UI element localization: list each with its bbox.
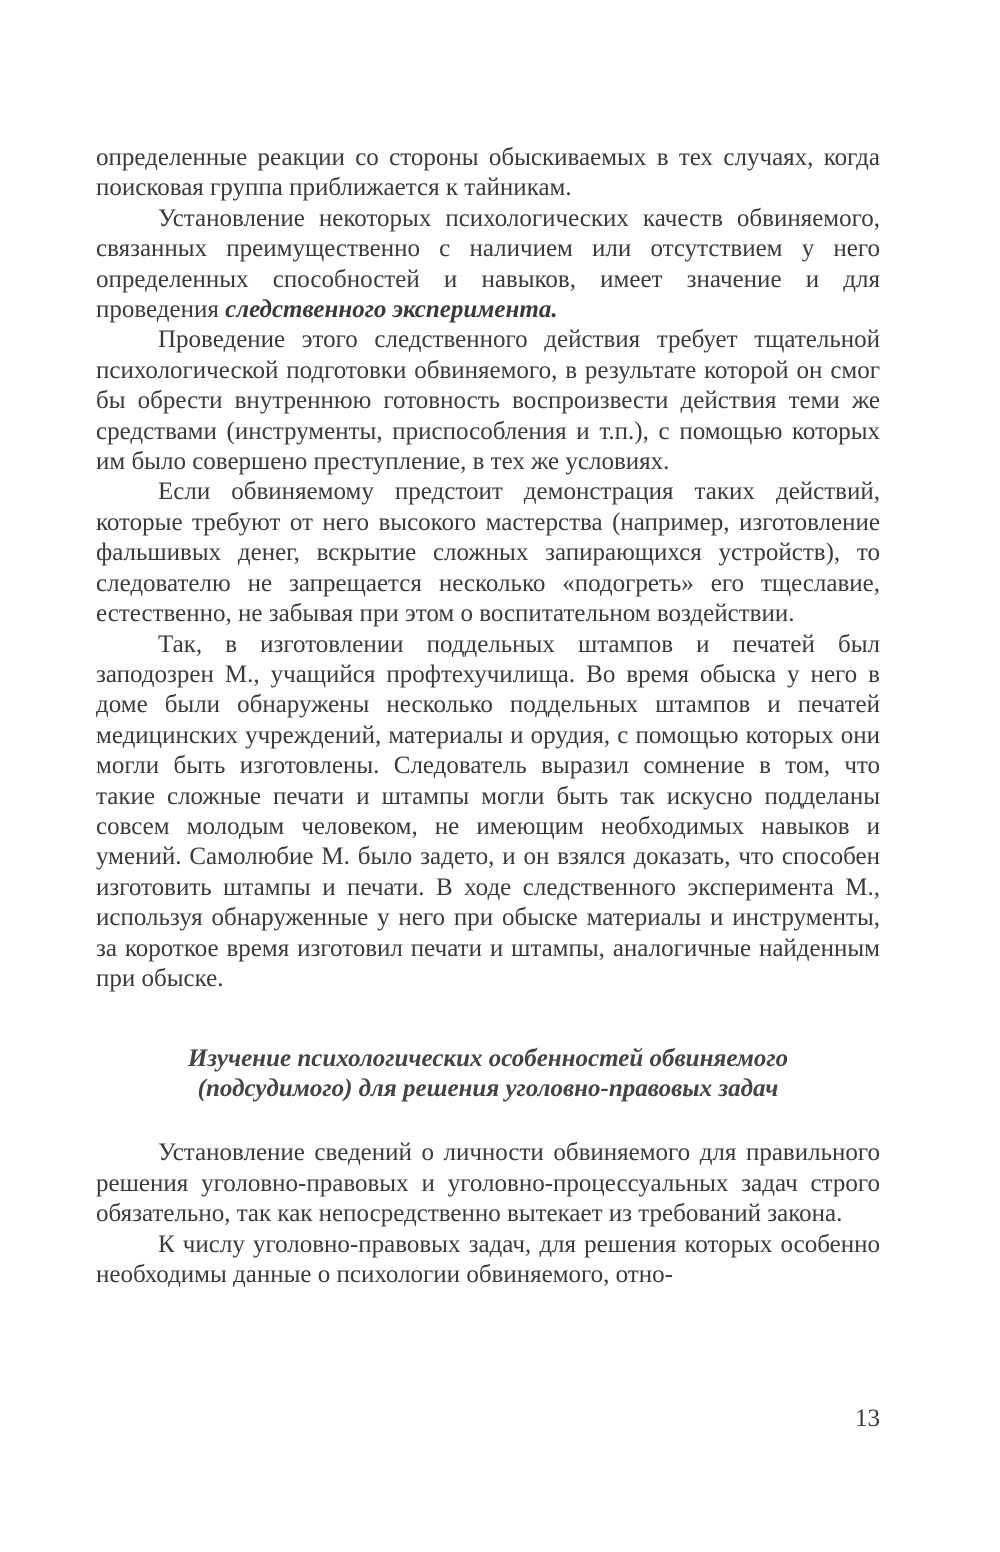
paragraph-2-text: Установление некоторых психологических качеств обвиняемого, связанных преимущественно с наличием или отсутствием у него определенных способностей и навыков, имеет значение и для проведения bbox=[96, 204, 880, 324]
emphasis-investigative-experiment: следственного эксперимента. bbox=[225, 296, 558, 324]
section-heading-line-2: (подсудимого) для решения уголовно-правовых задач bbox=[197, 1075, 779, 1103]
paragraph-4: Если обвиняемому предстоит демонстрация таких действий, которые требуют от него высокого мастерства (например, изготовление фальшивых денег, вскрытие сложных запирающихся устройств), то следователю не запрещается несколько «подогреть» его тщеславие, естественно, не забывая при этом о воспитательном воздействии. bbox=[96, 478, 880, 628]
page-body bbox=[96, 143, 880, 1290]
paragraph-3: Проведение этого следственного действия требует тщательной психологической подготовки обвиняемого, в результате которой он смог бы обрести внутреннюю готовность воспроизвести действия теми же средствами (инструменты, приспособления и т.п.), с помощью которых им было совершено преступление, в тех же условиях. bbox=[96, 326, 880, 476]
paragraph-1: определенные реакции со стороны обыскиваемых в тех случаях, когда поисковая группа приближается к тайникам. bbox=[96, 144, 880, 202]
section-heading bbox=[96, 1044, 880, 1104]
paragraph-2 bbox=[96, 204, 880, 326]
paragraph-6: Установление сведений о личности обвиняемого для правильного решения уголовно-правовых и уголовно-процессуальных задач строго обязательно, так как непосредственно вытекает из требований закона. bbox=[96, 1139, 880, 1228]
page-number: 13 bbox=[855, 1405, 880, 1432]
paragraph-5: Так, в изготовлении поддельных штампов и печатей был заподозрен М., учащийся профтехучилища. Во время обыска у него в доме были обнаружены несколько поддельных штампов и печатей медицинских учреждений, материалы и орудия, с помощью которых они могли быть изготовлены. Следователь выразил сомнение в том, что такие сложные печати и штампы могли быть так искусно подделаны совсем молодым человеком, не имеющим необходимых навыков и умений. Самолюбие М. было задето, и он взялся доказать, что способен изготовить штампы и печати. В ходе следственного эксперимента М., используя обнаруженные у него при обыске материалы и инструменты, за короткое время изготовил печати и штампы, аналогичные найденным при обыске. bbox=[96, 630, 880, 992]
paragraph-7: К числу уголовно-правовых задач, для решения которых особенно необходимы данные о психологии обвиняемого, отно- bbox=[96, 1230, 880, 1288]
section-heading-line-1: Изучение психологических особенностей обвиняемого bbox=[187, 1045, 789, 1073]
